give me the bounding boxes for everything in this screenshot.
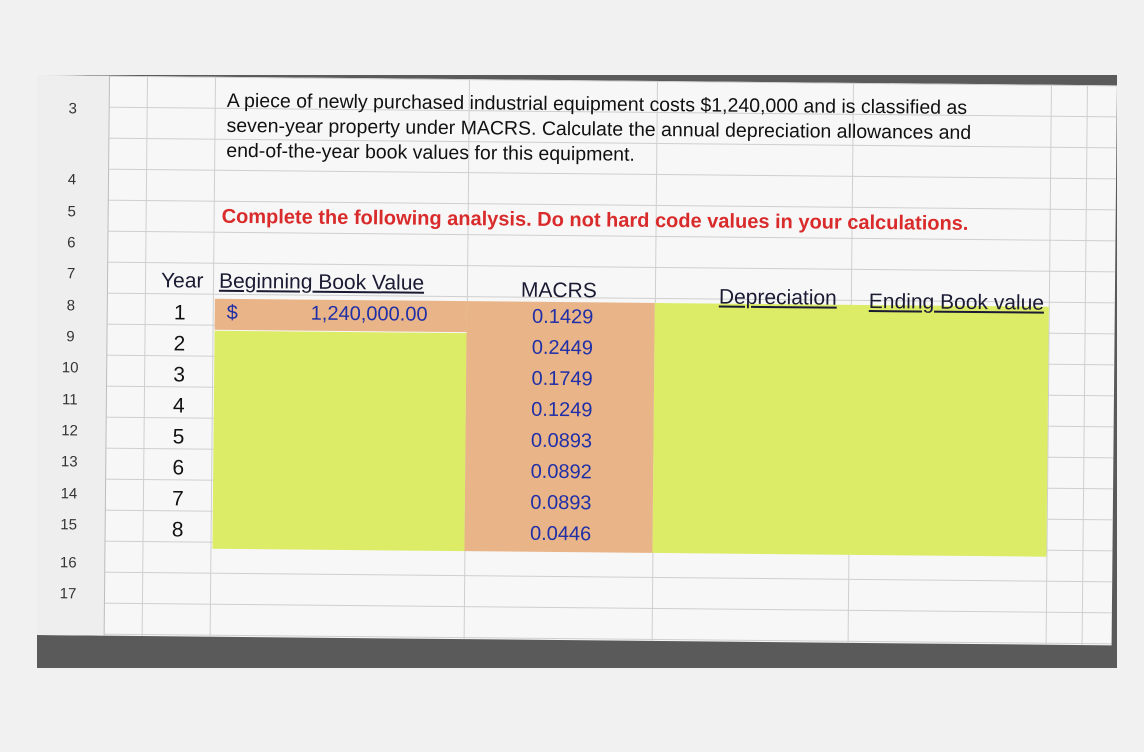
macrs-rate-cell[interactable]: 0.1249	[531, 398, 593, 422]
problem-line: seven-year property under MACRS. Calculate the annual depreciation allowances and	[226, 114, 972, 144]
year-cell[interactable]: 2	[173, 332, 186, 356]
macrs-rate-cell[interactable]: 0.1749	[531, 367, 593, 391]
row-number[interactable]: 3	[68, 100, 77, 118]
currency-symbol: $	[226, 301, 238, 324]
beginning-book-value-year-1[interactable]: 1,240,000.00	[310, 302, 428, 326]
problem-statement	[226, 89, 1117, 173]
photo-frame	[37, 75, 1117, 668]
macrs-rate-cell[interactable]: 0.2449	[531, 336, 594, 360]
row-number[interactable]: 14	[60, 485, 78, 503]
column-gridline	[142, 76, 148, 636]
year-cell[interactable]: 7	[171, 487, 184, 511]
row-number[interactable]: 11	[62, 391, 78, 409]
problem-line: end-of-the-year book values for this equipment.	[226, 139, 636, 166]
instruction-text: Complete the following analysis. Do not hard code values in your calculations.	[221, 205, 969, 235]
row-number[interactable]: 13	[60, 453, 78, 471]
row-number[interactable]: 17	[59, 585, 77, 603]
row-number[interactable]: 4	[67, 171, 77, 189]
year-cell[interactable]: 3	[173, 363, 186, 387]
depreciation-ending-value-answer-cells[interactable]	[652, 303, 1048, 557]
year-cell[interactable]: 8	[171, 518, 184, 542]
row-number[interactable]: 5	[67, 203, 76, 221]
year-cell[interactable]: 4	[172, 394, 185, 418]
macrs-rate-cell[interactable]: 0.0446	[529, 522, 592, 546]
macrs-rate-cell[interactable]: 0.1429	[532, 305, 594, 329]
macrs-rate-cell[interactable]: 0.0893	[530, 491, 592, 515]
header-beginning-book-value[interactable]: Beginning Book Value	[218, 269, 425, 295]
row-number[interactable]: 8	[66, 297, 76, 315]
spreadsheet	[37, 75, 1117, 645]
year-cell[interactable]: 5	[172, 425, 185, 449]
header-year[interactable]: Year	[160, 269, 204, 293]
row-number[interactable]: 15	[60, 516, 78, 534]
row-number[interactable]: 7	[66, 265, 76, 283]
year-cell[interactable]: 1	[173, 301, 186, 325]
header-depreciation[interactable]: Depreciation	[718, 285, 837, 310]
problem-line: A piece of newly purchased industrial equipment costs $1,240,000 and is classified as	[226, 89, 968, 119]
row-number[interactable]: 12	[61, 422, 79, 440]
row-number[interactable]: 10	[61, 359, 79, 377]
row-number[interactable]: 9	[66, 328, 75, 346]
row-header-column	[37, 75, 110, 636]
row-number[interactable]: 16	[59, 554, 77, 572]
beginning-book-value-answer-cells[interactable]	[212, 331, 466, 551]
header-ending-book-value[interactable]: Ending Book value	[868, 289, 1045, 315]
macrs-rate-cell[interactable]: 0.0893	[530, 429, 593, 453]
row-number[interactable]: 6	[67, 234, 76, 252]
macrs-rate-cell[interactable]: 0.0892	[530, 460, 592, 484]
year-cell[interactable]: 6	[172, 456, 185, 480]
header-macrs[interactable]: MACRS	[520, 278, 597, 303]
